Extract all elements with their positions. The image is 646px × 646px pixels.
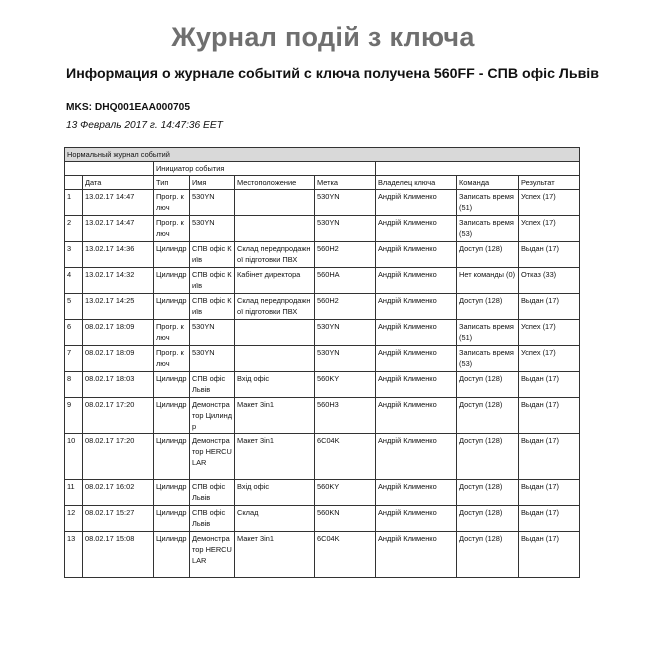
cell-owner: Андрій Клименко — [376, 190, 457, 216]
cell-command: Доступ (128) — [457, 506, 519, 532]
cell-location: Склад — [235, 506, 315, 532]
section-header-row — [65, 148, 580, 162]
cell-type: Цилиндр — [154, 532, 190, 578]
cell-date: 13.02.17 14:47 — [83, 216, 154, 242]
group-spacer-left — [65, 162, 154, 176]
cell-number: 13 — [65, 532, 83, 578]
table-row — [65, 242, 580, 268]
table-row — [65, 294, 580, 320]
cell-result: Успех (17) — [519, 216, 580, 242]
col-header-tag: Метка — [315, 176, 376, 190]
cell-command: Записать время (51) — [457, 190, 519, 216]
cell-location — [235, 216, 315, 242]
table-row — [65, 268, 580, 294]
cell-tag: 560KY — [315, 480, 376, 506]
cell-command: Записать время (53) — [457, 216, 519, 242]
table-row — [65, 346, 580, 372]
cell-tag: 530YN — [315, 216, 376, 242]
col-header-command: Команда — [457, 176, 519, 190]
cell-command: Нет команды (0) — [457, 268, 519, 294]
cell-command: Записать время (53) — [457, 346, 519, 372]
cell-location: Кабінет директора — [235, 268, 315, 294]
cell-type: Цилиндр — [154, 242, 190, 268]
cell-type: Прогр. ключ — [154, 190, 190, 216]
col-header-result: Результат — [519, 176, 580, 190]
event-log-table — [64, 147, 580, 578]
cell-tag: 6C04K — [315, 434, 376, 480]
cell-owner: Андрій Клименко — [376, 268, 457, 294]
cell-type: Цилиндр — [154, 506, 190, 532]
cell-number: 1 — [65, 190, 83, 216]
table-row — [65, 532, 580, 578]
cell-name: Демонстратор HERCULAR — [190, 532, 235, 578]
cell-owner: Андрій Клименко — [376, 216, 457, 242]
cell-number: 4 — [65, 268, 83, 294]
cell-tag: 530YN — [315, 346, 376, 372]
cell-name: СПВ офіс Київ — [190, 268, 235, 294]
cell-owner: Андрій Клименко — [376, 506, 457, 532]
cell-location: Макет 3in1 — [235, 532, 315, 578]
cell-name: 530YN — [190, 346, 235, 372]
table-row — [65, 320, 580, 346]
cell-type: Цилиндр — [154, 434, 190, 480]
table-row — [65, 506, 580, 532]
col-header-number — [65, 176, 83, 190]
cell-result: Отказ (33) — [519, 268, 580, 294]
cell-command: Записать время (51) — [457, 320, 519, 346]
cell-owner: Андрій Клименко — [376, 346, 457, 372]
cell-date: 08.02.17 18:09 — [83, 320, 154, 346]
cell-date: 13.02.17 14:47 — [83, 190, 154, 216]
cell-number: 10 — [65, 434, 83, 480]
group-spacer-right — [376, 162, 580, 176]
cell-type: Цилиндр — [154, 398, 190, 434]
cell-number: 11 — [65, 480, 83, 506]
column-header-row — [65, 176, 580, 190]
cell-command: Доступ (128) — [457, 532, 519, 578]
cell-type: Прогр. ключ — [154, 346, 190, 372]
cell-result: Выдан (17) — [519, 532, 580, 578]
cell-name: Демонстратор HERCULAR — [190, 434, 235, 480]
cell-number: 9 — [65, 398, 83, 434]
cell-result: Выдан (17) — [519, 480, 580, 506]
cell-type: Прогр. ключ — [154, 320, 190, 346]
cell-type: Цилиндр — [154, 480, 190, 506]
table-row — [65, 372, 580, 398]
cell-tag: 530YN — [315, 320, 376, 346]
cell-command: Доступ (128) — [457, 434, 519, 480]
cell-name: СПВ офіс Львів — [190, 372, 235, 398]
section-title: Нормальный журнал событий — [65, 148, 580, 162]
cell-result: Выдан (17) — [519, 294, 580, 320]
cell-date: 13.02.17 14:36 — [83, 242, 154, 268]
cell-location — [235, 346, 315, 372]
col-header-type: Тип — [154, 176, 190, 190]
cell-location — [235, 320, 315, 346]
cell-tag: 530YN — [315, 190, 376, 216]
cell-result: Выдан (17) — [519, 506, 580, 532]
cell-location: Макет 3in1 — [235, 434, 315, 480]
cell-tag: 560KY — [315, 372, 376, 398]
cell-command: Доступ (128) — [457, 242, 519, 268]
cell-location: Вхід офіс — [235, 480, 315, 506]
col-header-date: Дата — [83, 176, 154, 190]
cell-number: 8 — [65, 372, 83, 398]
cell-tag: 560H2 — [315, 294, 376, 320]
cell-name: СПВ офіс Київ — [190, 294, 235, 320]
cell-tag: 560H2 — [315, 242, 376, 268]
cell-number: 3 — [65, 242, 83, 268]
cell-tag: 560KN — [315, 506, 376, 532]
report-datetime: 13 Февраль 2017 г. 14:47:36 EET — [66, 120, 223, 131]
cell-name: СПВ офіс Львів — [190, 506, 235, 532]
cell-result: Выдан (17) — [519, 242, 580, 268]
cell-result: Выдан (17) — [519, 434, 580, 480]
cell-date: 08.02.17 15:27 — [83, 506, 154, 532]
cell-type: Прогр. ключ — [154, 216, 190, 242]
cell-location: Склад передпродажної підготовки ПВХ — [235, 294, 315, 320]
cell-type: Цилиндр — [154, 372, 190, 398]
cell-date: 13.02.17 14:25 — [83, 294, 154, 320]
cell-owner: Андрій Клименко — [376, 294, 457, 320]
group-header-row — [65, 162, 580, 176]
cell-command: Доступ (128) — [457, 480, 519, 506]
cell-owner: Андрій Клименко — [376, 532, 457, 578]
table-row — [65, 216, 580, 242]
cell-owner: Андрій Клименко — [376, 434, 457, 480]
cell-type: Цилиндр — [154, 268, 190, 294]
cell-date: 08.02.17 17:20 — [83, 434, 154, 480]
cell-result: Выдан (17) — [519, 372, 580, 398]
cell-number: 2 — [65, 216, 83, 242]
table-row — [65, 398, 580, 434]
cell-location: Склад передпродажної підготовки ПВХ — [235, 242, 315, 268]
cell-number: 6 — [65, 320, 83, 346]
cell-owner: Андрій Клименко — [376, 398, 457, 434]
cell-date: 08.02.17 15:08 — [83, 532, 154, 578]
col-header-name: Имя — [190, 176, 235, 190]
cell-location: Макет 3in1 — [235, 398, 315, 434]
cell-date: 08.02.17 17:20 — [83, 398, 154, 434]
cell-owner: Андрій Клименко — [376, 320, 457, 346]
cell-date: 13.02.17 14:32 — [83, 268, 154, 294]
cell-name: СПВ офіс Київ — [190, 242, 235, 268]
col-header-location: Местоположение — [235, 176, 315, 190]
cell-number: 7 — [65, 346, 83, 372]
table-row — [65, 480, 580, 506]
cell-result: Успех (17) — [519, 346, 580, 372]
cell-location — [235, 190, 315, 216]
col-header-owner: Владелец ключа — [376, 176, 457, 190]
cell-command: Доступ (128) — [457, 294, 519, 320]
cell-name: Демонстратор Цилиндр — [190, 398, 235, 434]
cell-tag: 560H3 — [315, 398, 376, 434]
table-row — [65, 434, 580, 480]
cell-tag: 6C04K — [315, 532, 376, 578]
cell-name: 530YN — [190, 190, 235, 216]
cell-result: Успех (17) — [519, 190, 580, 216]
mks-id: MKS: DHQ001EAA000705 — [66, 102, 191, 113]
cell-command: Доступ (128) — [457, 398, 519, 434]
cell-tag: 560HA — [315, 268, 376, 294]
initiator-group-header: Инициатор события — [154, 162, 376, 176]
cell-result: Успех (17) — [519, 320, 580, 346]
cell-name: 530YN — [190, 216, 235, 242]
cell-number: 5 — [65, 294, 83, 320]
cell-owner: Андрій Клименко — [376, 480, 457, 506]
cell-owner: Андрій Клименко — [376, 372, 457, 398]
cell-name: 530YN — [190, 320, 235, 346]
table-row — [65, 190, 580, 216]
cell-date: 08.02.17 16:02 — [83, 480, 154, 506]
banner-title: Журнал подій з ключа — [171, 22, 475, 52]
cell-number: 12 — [65, 506, 83, 532]
cell-owner: Андрій Клименко — [376, 242, 457, 268]
cell-command: Доступ (128) — [457, 372, 519, 398]
document-title: Информация о журнале событий с ключа получена 560FF - СПВ офіс Львів — [66, 66, 599, 82]
cell-date: 08.02.17 18:03 — [83, 372, 154, 398]
cell-result: Выдан (17) — [519, 398, 580, 434]
cell-name: СПВ офіс Львів — [190, 480, 235, 506]
cell-location: Вхід офіс — [235, 372, 315, 398]
cell-date: 08.02.17 18:09 — [83, 346, 154, 372]
cell-type: Цилиндр — [154, 294, 190, 320]
